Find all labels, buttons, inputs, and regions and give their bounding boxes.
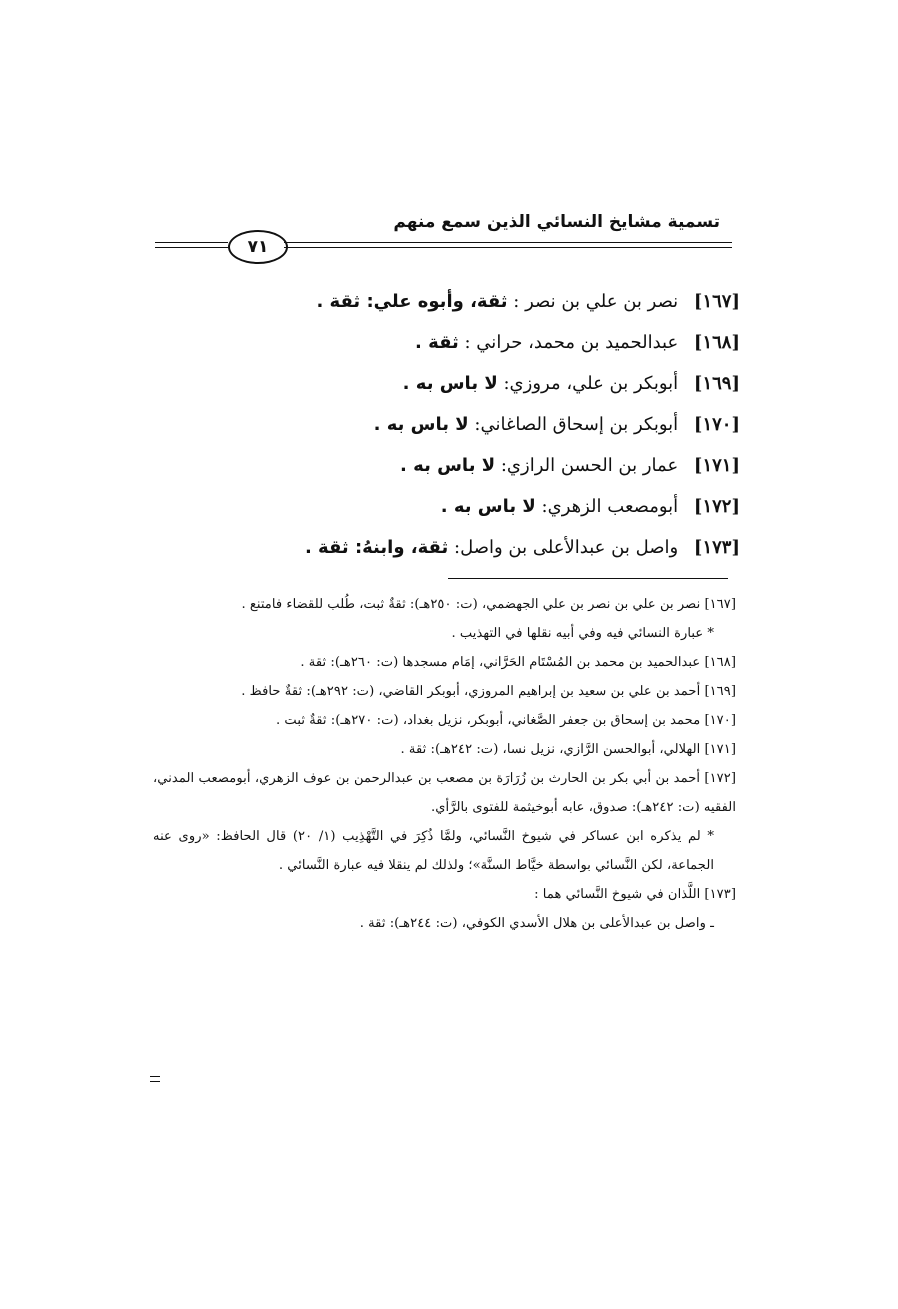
entries-list <box>140 284 740 571</box>
entry-verdict: لا باس به . <box>440 496 536 517</box>
footnote-167: [١٦٧] نصر بن علي بن نصر بن علي الجهضمي، (ت: ٢٥٠هـ): ثقةٌ ثبت، طُلب للقضاء فامتنع . <box>241 597 736 612</box>
footnote-173: [١٧٣] اللَّذان في شيوخ النَّسائي هما : <box>534 887 736 902</box>
entry-number: [١٧٣] <box>693 537 740 558</box>
entry-verdict: لا باس به . <box>400 455 496 476</box>
footnote-170: [١٧٠] محمد بن إسحاق بن جعفر الصَّغاني، أبوبكر، نزيل بغداد، (ت: ٢٧٠هـ): ثقةٌ ثبت . <box>276 713 736 728</box>
page-end-mark <box>150 1076 160 1082</box>
entry-name: عمار بن الحسن الرازي: <box>500 455 679 476</box>
entry-name: واصل بن عبدالأعلى بن واصل: <box>454 537 679 558</box>
footnote-divider <box>448 578 728 579</box>
entry-verdict: لا باس به . <box>373 414 469 435</box>
entry-name: أبوبكر بن علي، مروزي: <box>503 373 679 394</box>
entry-number: [١٧٠] <box>693 414 740 435</box>
entry-verdict: لا باس به . <box>402 373 498 394</box>
footnotes <box>153 590 736 938</box>
entry-number: [١٧١] <box>693 455 740 476</box>
footnote-171: [١٧١] الهلالي، أبوالحسن الرَّازي، نزيل نسا، (ت: ٢٤٢هـ): ثقة . <box>400 742 736 757</box>
footnote-167-remark: * عبارة النسائي فيه وفي أبيه نقلها في التهذيب . <box>451 626 714 641</box>
header-rule-left <box>155 242 228 248</box>
header-rule-right <box>284 242 732 248</box>
entry-number: [١٦٩] <box>693 373 740 394</box>
running-header-title: تسمية مشايخ النسائي الذين سمع منهم <box>393 212 720 232</box>
entry-verdict: ثقة، وابنهُ: ثقة . <box>304 537 449 558</box>
entry-line <box>140 489 740 530</box>
footnote-168: [١٦٨] عبدالحميد بن محمد بن المُسْتَام الحَرَّاني، إمَام مسجدها (ت: ٢٦٠هـ): ثقة . <box>300 655 736 670</box>
footnote-169: [١٦٩] أحمد بن علي بن سعيد بن إبراهيم المروزي، أبوبكر القاضي، (ت: ٢٩٢هـ): ثقةٌ حافظ . <box>241 684 736 699</box>
entry-name: نصر بن علي بن نصر : <box>513 291 679 312</box>
entry-number: [١٦٨] <box>693 332 740 353</box>
footnote-173-item: ـ واصل بن عبدالأعلى بن هلال الأسدي الكوفي، (ت: ٢٤٤هـ): ثقة . <box>359 916 714 931</box>
page-number: ٧١ <box>228 230 288 264</box>
footnote-172: [١٧٢] أحمد بن أبي بكر بن الحارث بن زُرَارَة بن مصعب بن عبدالرحمن بن عوف الزهري، أبومصعب المدني، الفقيه (ت: ٢٤٢هـ): صدوق، عابه أبوخيثمة للفتوى بالرَّأي. <box>153 771 736 815</box>
entry-verdict: ثقة . <box>415 332 459 353</box>
entry-line <box>140 530 740 571</box>
entry-name: أبوبكر بن إسحاق الصاغاني: <box>474 414 679 435</box>
entry-line <box>140 407 740 448</box>
entry-line <box>140 448 740 489</box>
entry-line <box>140 284 740 325</box>
entry-line <box>140 325 740 366</box>
entry-name: عبدالحميد بن محمد، حراني : <box>464 332 679 353</box>
entry-line <box>140 366 740 407</box>
entry-verdict: ثقة، وأبوه علي: ثقة . <box>316 291 508 312</box>
footnote-172-remark: * لم يذكره ابن عساكر في شيوخ النَّسائي، ولمَّا ذُكِرَ في التَّهْذِيب (١/ ٢٠) قال الحافظ: «روى عنه الجماعة، لكن النَّسائي بواسطة خيَّاط السنَّة»؛ ولذلك لم ينقلا فيه عبارة النَّسائي . <box>153 829 714 873</box>
entry-number: [١٦٧] <box>693 291 740 312</box>
entry-number: [١٧٢] <box>693 496 740 517</box>
entry-name: أبومصعب الزهري: <box>541 496 679 517</box>
